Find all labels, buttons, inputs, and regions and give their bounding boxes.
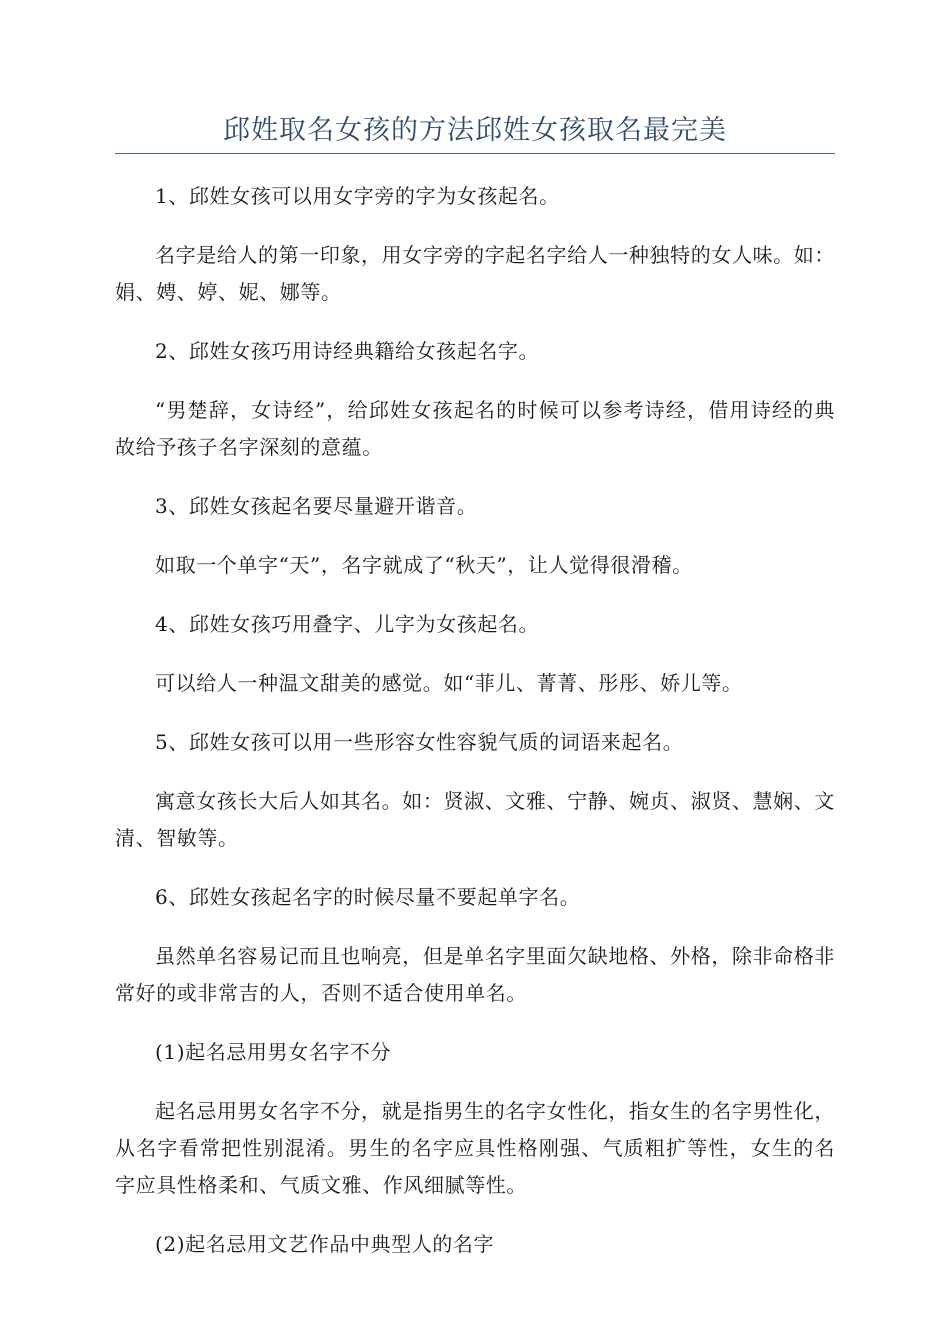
paragraph: 如取一个单字“天”，名字就成了“秋天”，让人觉得很滑稽。 bbox=[155, 553, 693, 577]
heading-4: 4、邱姓女孩巧用叠字、儿字为女孩起名。 bbox=[155, 612, 540, 636]
subheading-2: (2)起名忌用文艺作品中典型人的名字 bbox=[155, 1232, 495, 1256]
paragraph: 虽然单名容易记而且也响亮，但是单名字里面欠缺地格、外格，除非命格非常好的或非常吉的人，否则不适合使用单名。 bbox=[115, 944, 835, 1005]
title-underline bbox=[115, 153, 835, 154]
paragraph: 起名忌用男女名字不分，就是指男生的名字女性化，指女生的名字男性化，从名字看常把性别混淆。男生的名字应具性格刚强、气质粗扩等性，女生的名字应具性格柔和、气质文雅、作风细腻等性。 bbox=[115, 1099, 835, 1197]
paragraph: 寓意女孩长大后人如其名。如：贤淑、文雅、宁静、婉贞、淑贤、慧娴、文清、智敏等。 bbox=[115, 789, 835, 850]
paragraph: 可以给人一种温文甜美的感觉。如“菲儿、菁菁、彤彤、娇儿等。 bbox=[155, 671, 743, 695]
subheading-1: (1)起名忌用男女名字不分 bbox=[155, 1040, 392, 1064]
heading-1: 1、邱姓女孩可以用女字旁的字为女孩起名。 bbox=[155, 184, 560, 208]
heading-3: 3、邱姓女孩起名要尽量避开谐音。 bbox=[155, 494, 478, 518]
paragraph: “男楚辞，女诗经”，给邱姓女孩起名的时候可以参考诗经，借用诗经的典故给予孩子名字深刻的意蕴。 bbox=[115, 398, 835, 459]
heading-6: 6、邱姓女孩起名字的时候尽量不要起单字名。 bbox=[155, 885, 581, 909]
heading-5: 5、邱姓女孩可以用一些形容女性容貌气质的词语来起名。 bbox=[155, 730, 684, 754]
document-title: 邱姓取名女孩的方法邱姓女孩取名最完美 bbox=[223, 115, 727, 146]
document-body bbox=[115, 178, 835, 1285]
heading-2: 2、邱姓女孩巧用诗经典籍给女孩起名字。 bbox=[155, 339, 540, 363]
paragraph: 名字是给人的第一印象，用女字旁的字起名字给人一种独特的女人味。如：娟、娉、婷、妮、娜等。 bbox=[115, 243, 835, 304]
